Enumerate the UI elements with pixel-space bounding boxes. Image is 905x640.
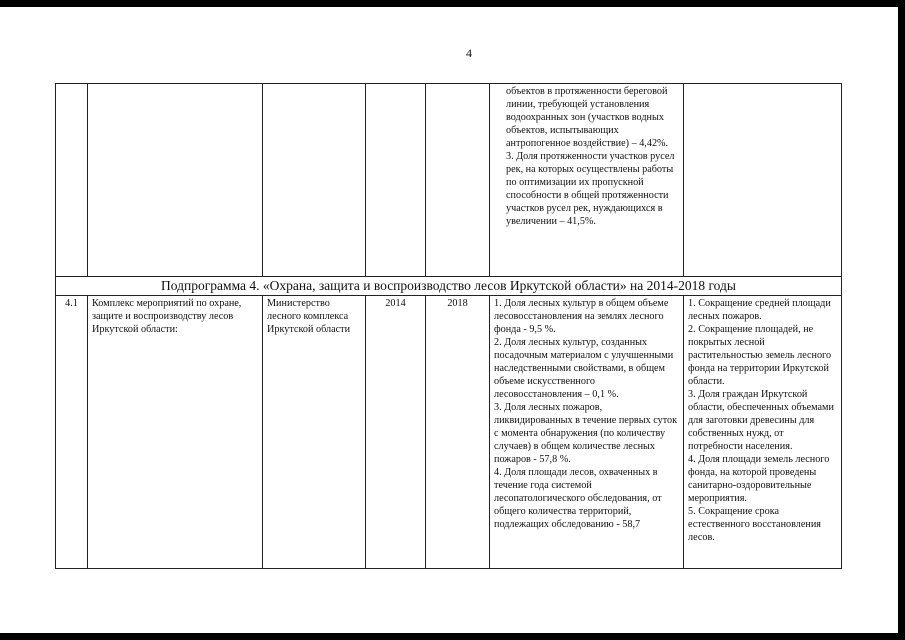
subprogram-heading-row xyxy=(56,277,842,296)
result-item: 2. Доля лесных культур, созданных посадочным материалом с улучшенными наследственными свойствами, в общем объеме искусственного лесовосстановления – 0,1 %. xyxy=(494,337,674,400)
cell-results xyxy=(684,84,842,277)
indicator-item: 5. Сокращение срока естественного восстановления лесов. xyxy=(688,506,821,543)
cell-number: 4.1 xyxy=(56,296,88,569)
indicator-item: 4. Доля площади земель лесного фонда, на которой проведены санитарно-оздоровительные мероприятия. xyxy=(688,454,830,504)
cell-results xyxy=(684,296,842,569)
result-item: 1. Доля лесных культур в общем объеме лесовосстановления на землях лесного фонда - 9,5 %. xyxy=(494,298,669,335)
table-row-continued xyxy=(56,84,842,277)
cell-start-year: 2014 xyxy=(366,296,426,569)
cell-indicators xyxy=(490,296,684,569)
subprogram-title: Подпрограмма 4. «Охрана, защита и воспроизводство лесов Иркутской области» на 2014-2018 годы xyxy=(56,277,842,296)
scan-border-right xyxy=(898,0,905,640)
page-number: 4 xyxy=(466,46,472,60)
indicator-text: 3. Доля протяженности участков русел рек, на которых осуществлены работы по оптимизации их пропускной способности в общей протяженности участков русел рек, нуждающихся в увеличении – 41,5%. xyxy=(506,151,675,227)
cell-indicators xyxy=(490,84,684,277)
indicator-text: объектов в протяженности береговой линии, требующей установления водоохранных зон (участков водных объектов, испытывающих антропогенное воздействие) – 4,42%. xyxy=(506,86,669,149)
scan-border-top xyxy=(0,0,905,7)
scan-border-bottom xyxy=(0,633,905,640)
cell-executor xyxy=(263,84,366,277)
cell-start-year xyxy=(366,84,426,277)
indicator-item: 2. Сокращение площадей, не покрытых лесной растительностью земель лесного фонда на территории Иркутской области. xyxy=(688,324,832,387)
program-table xyxy=(55,83,841,569)
cell-end-year: 2018 xyxy=(426,296,490,569)
indicator-item: 1. Сокращение средней площади лесных пожаров. xyxy=(688,298,831,322)
cell-measure xyxy=(88,84,263,277)
result-item: 3. Доля лесных пожаров, ликвидированных в течение первых суток с момента обнаружения (по количеству случаев) в общем количестве лесных пожаров - 57,8 %. xyxy=(494,402,678,465)
indicator-item: 3. Доля граждан Иркутской области, обеспеченных объемами для заготовки древесины для собственных нужд, от потребности населения. xyxy=(688,389,834,452)
cell-executor: Министерство лесного комплекса Иркутской области xyxy=(263,296,366,569)
cell-number xyxy=(56,84,88,277)
cell-end-year xyxy=(426,84,490,277)
table-row-4-1 xyxy=(56,296,842,569)
result-item: 4. Доля площади лесов, охваченных в течение года системой лесопатологического обследования, от общего количества территорий, подлежащих обследованию - 58,7 xyxy=(494,467,662,530)
cell-measure: Комплекс мероприятий по охране, защите и воспроизводству лесов Иркутской области: xyxy=(88,296,263,569)
